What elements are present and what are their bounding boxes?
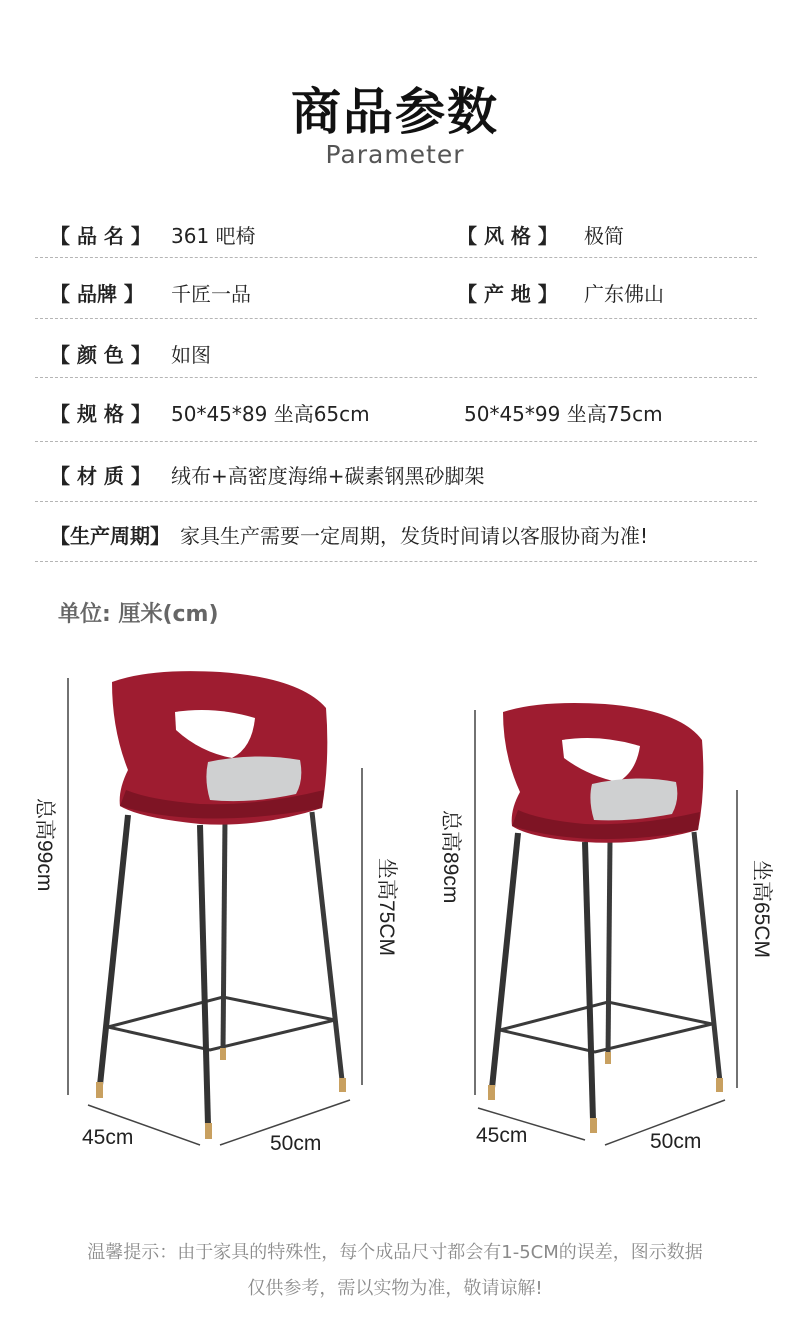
brand-value: 千匠一品 <box>171 282 251 306</box>
cycle-label: 【生产周期】 <box>50 524 170 548</box>
cycle-value: 家具生产需要一定周期，发货时间请以客服协商为准! <box>180 524 649 548</box>
note-line-1: 温馨提示：由于家具的特殊性，每个成品尺寸都会有1-5CM的误差，图示数据 <box>87 1242 703 1263</box>
chair-dimension-figure <box>0 640 790 1180</box>
name-value: 361 吧椅 <box>171 224 256 248</box>
right-total-height: 总高89cm <box>439 810 462 904</box>
brand-label: 【 品牌 】 <box>50 282 144 306</box>
right-depth: 45cm <box>476 1124 528 1147</box>
spec-value-2: 50*45*99 坐高75cm <box>464 402 663 426</box>
param-row-cycle <box>35 502 757 562</box>
spec-value-1: 50*45*89 坐高65cm <box>171 402 370 426</box>
right-seat-height: 坐高65CM <box>750 860 773 959</box>
chair-left <box>96 671 346 1139</box>
origin-value: 广东佛山 <box>584 282 664 306</box>
origin-label: 【 产 地 】 <box>457 282 558 306</box>
color-label: 【 颜 色 】 <box>50 343 151 367</box>
style-value: 极简 <box>584 224 624 248</box>
left-total-height: 总高99cm <box>33 798 56 892</box>
color-value: 如图 <box>171 343 211 367</box>
param-row-name <box>35 212 757 258</box>
param-row-spec <box>35 378 757 442</box>
page-subtitle: Parameter <box>325 140 465 169</box>
name-label: 【 品 名 】 <box>50 224 151 248</box>
left-width: 50cm <box>270 1132 322 1155</box>
chair-right <box>488 703 723 1133</box>
param-row-color <box>35 319 757 378</box>
right-width: 50cm <box>650 1130 702 1153</box>
param-row-material <box>35 442 757 502</box>
spec-label: 【 规 格 】 <box>50 402 151 426</box>
left-seat-height: 坐高75CM <box>375 858 398 957</box>
units-label: 单位: 厘米(cm) <box>58 602 219 627</box>
material-value: 绒布+高密度海绵+碳素钢黑砂脚架 <box>171 464 485 488</box>
material-label: 【 材 质 】 <box>50 464 151 488</box>
page-title: 商品参数 <box>291 83 499 141</box>
note-line-2: 仅供参考，需以实物为准，敬请谅解! <box>247 1278 543 1299</box>
left-depth: 45cm <box>82 1126 134 1149</box>
style-label: 【 风 格 】 <box>457 224 558 248</box>
param-row-brand <box>35 258 757 319</box>
